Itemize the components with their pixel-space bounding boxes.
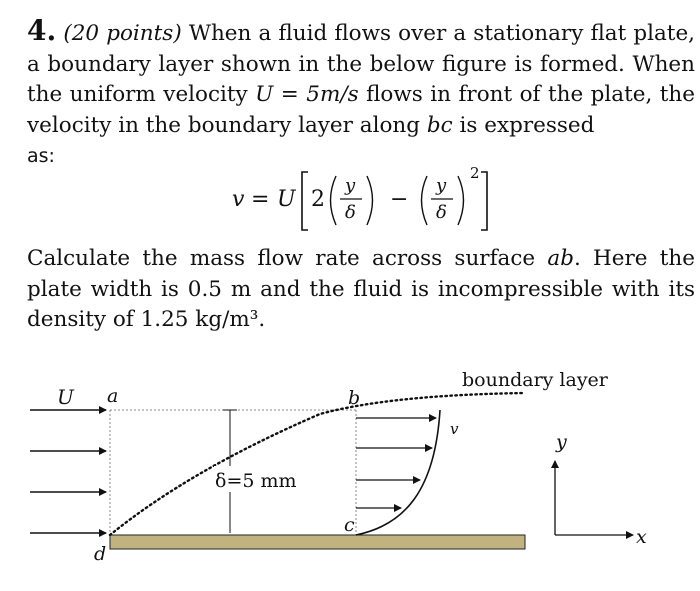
boundary-layer-edge bbox=[110, 393, 525, 535]
problem-paragraph-2 bbox=[27, 244, 695, 336]
axis-label-x: x bbox=[636, 526, 647, 548]
eq-paren-open-2 bbox=[422, 176, 428, 225]
eq-frac2-den: δ bbox=[436, 202, 447, 223]
eq-two: 2 bbox=[311, 187, 325, 212]
boundary-layer-label: boundary layer bbox=[462, 369, 608, 391]
eq-left-bracket bbox=[302, 172, 308, 230]
eq-frac1-den: δ bbox=[345, 202, 356, 223]
label-d: d bbox=[94, 543, 107, 565]
delta-label: δ=5 mm bbox=[215, 470, 297, 492]
eq-right-bracket bbox=[481, 172, 487, 230]
flat-plate bbox=[110, 535, 525, 549]
eq-frac2-num: y bbox=[436, 175, 447, 196]
problem-text-a: When a fluid flows over a stationary flat plate, a boundary layer shown in the below figure is formed. When the uniform velocity bbox=[27, 21, 696, 107]
eq-lhs-v: v bbox=[232, 187, 245, 212]
problem-number: 4. bbox=[27, 14, 57, 47]
problem-text-e: . Here the plate width is 0.5 m and the fluid is incompressible with its density of 1.25 kg/m³. bbox=[27, 246, 696, 332]
label-a: a bbox=[107, 385, 119, 407]
eq-frac1-num: y bbox=[345, 175, 356, 196]
equals-sign: = bbox=[273, 82, 307, 107]
label-v: v bbox=[450, 420, 459, 438]
as-label: as: bbox=[27, 145, 55, 167]
velocity-equation bbox=[0, 158, 700, 238]
eq-paren-close-2 bbox=[458, 176, 464, 225]
label-c: c bbox=[344, 514, 355, 536]
label-U: U bbox=[57, 385, 74, 409]
var-U: U bbox=[255, 82, 274, 107]
velocity-profile-curve bbox=[356, 410, 440, 535]
problem-paragraph-1 bbox=[27, 16, 695, 141]
axis-label-y: y bbox=[556, 431, 567, 453]
eq-paren-close-1 bbox=[367, 176, 373, 225]
var-ab: ab bbox=[547, 246, 574, 271]
problem-points: (20 points) bbox=[63, 21, 182, 46]
eq-exponent: 2 bbox=[470, 164, 480, 182]
velocity-value: 5m/s bbox=[306, 82, 359, 107]
label-b: b bbox=[348, 387, 361, 409]
eq-equals: = bbox=[251, 187, 270, 212]
eq-minus: − bbox=[390, 187, 409, 212]
var-bc: bc bbox=[426, 112, 453, 138]
problem-statement bbox=[27, 16, 695, 172]
boundary-layer-figure bbox=[0, 355, 700, 591]
problem-text-b: flows in front of the plate, the velocity in the boundary layer along bbox=[27, 82, 696, 138]
problem-text-d: Calculate the mass flow rate across surface bbox=[27, 246, 548, 271]
problem-text-c: is expressed bbox=[452, 112, 595, 138]
eq-paren-open-1 bbox=[331, 176, 337, 225]
eq-U: U bbox=[277, 187, 296, 212]
